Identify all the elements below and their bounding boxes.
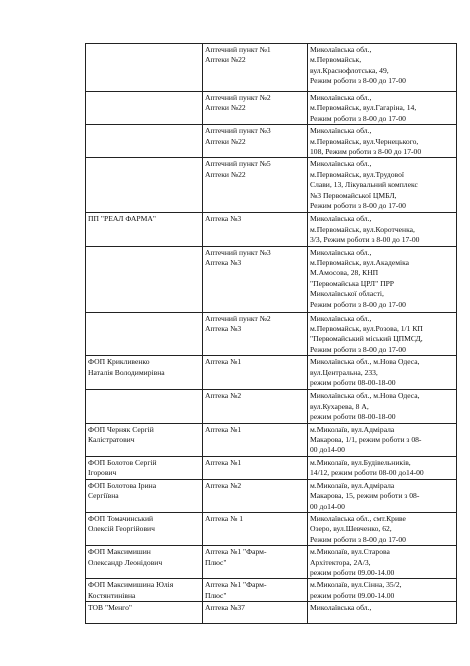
address-cell: Миколаївська обл., смт.Криве Озеро, вул.Шевченко, 62, Режим роботи з 8-00 до 17-00 <box>308 512 457 545</box>
table-row <box>86 479 457 512</box>
address-cell: Миколаївська обл., м.Первомайськ, вул.Коротченка, 3/3, Режим роботи з 8-00 до 17-00 <box>308 213 457 246</box>
owner-cell: ФОП Болотов Сергій Ігорович <box>86 456 203 479</box>
table-row <box>86 92 457 125</box>
table-row <box>86 456 457 479</box>
address-cell: Миколаївська обл., м.Первомайськ, вул.Розова, 1/1 КП "Первомайський міський ЦПМСД, Режим роботи з 8-00 до 17-00 <box>308 312 457 356</box>
pharmacy-cell: Аптечний пункт №1 Аптеки №22 <box>203 44 308 92</box>
pharmacy-cell: Аптека № 1 <box>203 512 308 545</box>
table-row <box>86 44 457 92</box>
table-row <box>86 512 457 545</box>
address-cell: м.Миколаїв, вул.Адмірала Макарова, 1/1, режим роботи з 08- 00 до14-00 <box>308 423 457 456</box>
table-row <box>86 125 457 158</box>
table-row <box>86 546 457 579</box>
address-cell: Миколаївська обл., м.Первомайськ, вул.Трудової Слави, 13, Лікувальний комплекс №3 Первомайської ЦМБЛ, Режим роботи з 8-00 до 17-00 <box>308 158 457 213</box>
address-cell: м.Миколаїв, вул.Будівельників, 14/12, режим роботи 08-00 до14-00 <box>308 456 457 479</box>
pharmacy-cell: Аптека №1 <box>203 456 308 479</box>
table-row <box>86 312 457 356</box>
pharmacy-cell: Аптечний пункт №3 Аптеки №22 <box>203 125 308 158</box>
pharmacy-cell: Аптека №37 <box>203 602 308 624</box>
owner-cell: ФОП Болотова Ірина Сергіївна <box>86 479 203 512</box>
table-row <box>86 356 457 390</box>
owner-cell <box>86 246 203 312</box>
address-cell: Миколаївська обл., м.Первомайськ, вул.Академіка М.Амосова, 28, КНП "Первомайська ЦРЛ" ПРР Миколаївської області, Режим роботи з 8-00 до 17-00 <box>308 246 457 312</box>
address-cell: м.Миколаїв, вул.Старова Архітектора, 2А/3, режим роботи 09.00-14.00 <box>308 546 457 579</box>
address-cell: Миколаївська обл., м.Первомайськ, вул.Гагаріна, 14, Режим роботи з 8-00 до 17-00 <box>308 92 457 125</box>
owner-cell <box>86 390 203 423</box>
pharmacy-cell: Аптечний пункт №3 Аптека №3 <box>203 246 308 312</box>
owner-cell: ФОП Максимишина Юлія Костянтинівна <box>86 579 203 602</box>
pharmacy-table <box>85 43 457 624</box>
table-row <box>86 213 457 246</box>
owner-cell: ФОП Крикливенко Наталія Володимирівна <box>86 356 203 390</box>
pharmacy-cell: Аптека №1 "Фарм- Плюс" <box>203 579 308 602</box>
address-cell: Миколаївська обл., <box>308 602 457 624</box>
owner-cell: ФОП Томачинський Олексій Георгійович <box>86 512 203 545</box>
owner-cell <box>86 92 203 125</box>
address-cell: Миколаївська обл., м.Нова Одеса, вул.Кухарева, 8 А, режим роботи 08-00-18-00 <box>308 390 457 423</box>
address-cell: м.Миколаїв, вул.Адмірала Макарова, 15, режим роботи з 08- 00 до14-00 <box>308 479 457 512</box>
owner-cell: ФОП Максимишин Олександр Леонідович <box>86 546 203 579</box>
owner-cell <box>86 158 203 213</box>
table-row <box>86 579 457 602</box>
pharmacy-cell: Аптечний пункт №5 Аптеки №22 <box>203 158 308 213</box>
pharmacy-cell: Аптечний пункт №2 Аптека №3 <box>203 312 308 356</box>
owner-cell <box>86 312 203 356</box>
table-row <box>86 246 457 312</box>
pharmacy-cell: Аптечний пункт №2 Аптеки №22 <box>203 92 308 125</box>
owner-cell: ТОВ "Менго" <box>86 602 203 624</box>
address-cell: Миколаївська обл., м.Первомайськ, вул.Краснофлотська, 49, Режим роботи з 8-00 до 17-00 <box>308 44 457 92</box>
pharmacy-cell: Аптека №1 "Фарм- Плюс" <box>203 546 308 579</box>
table-row <box>86 158 457 213</box>
owner-cell <box>86 125 203 158</box>
pharmacy-cell: Аптека №2 <box>203 479 308 512</box>
pharmacy-cell: Аптека №1 <box>203 356 308 390</box>
pharmacy-cell: Аптека №2 <box>203 390 308 423</box>
owner-cell <box>86 44 203 92</box>
table-row <box>86 602 457 624</box>
pharmacy-cell: Аптека №3 <box>203 213 308 246</box>
address-cell: Миколаївська обл., м.Первомайськ, вул.Чернецького, 108, Режим роботи з 8-00 до 17-00 <box>308 125 457 158</box>
owner-cell: ПП "РЕАЛ ФАРМА" <box>86 213 203 246</box>
table-row <box>86 390 457 423</box>
pharmacy-cell: Аптека №1 <box>203 423 308 456</box>
table-row <box>86 423 457 456</box>
owner-cell: ФОП Черняк Сергій Калістратович <box>86 423 203 456</box>
address-cell: Миколаївська обл., м.Нова Одеса, вул.Центральна, 233, режим роботи 08-00-18-00 <box>308 356 457 390</box>
address-cell: м.Миколаїв, вул.Сінна, 35/2, режим роботи 09.00-14.00 <box>308 579 457 602</box>
